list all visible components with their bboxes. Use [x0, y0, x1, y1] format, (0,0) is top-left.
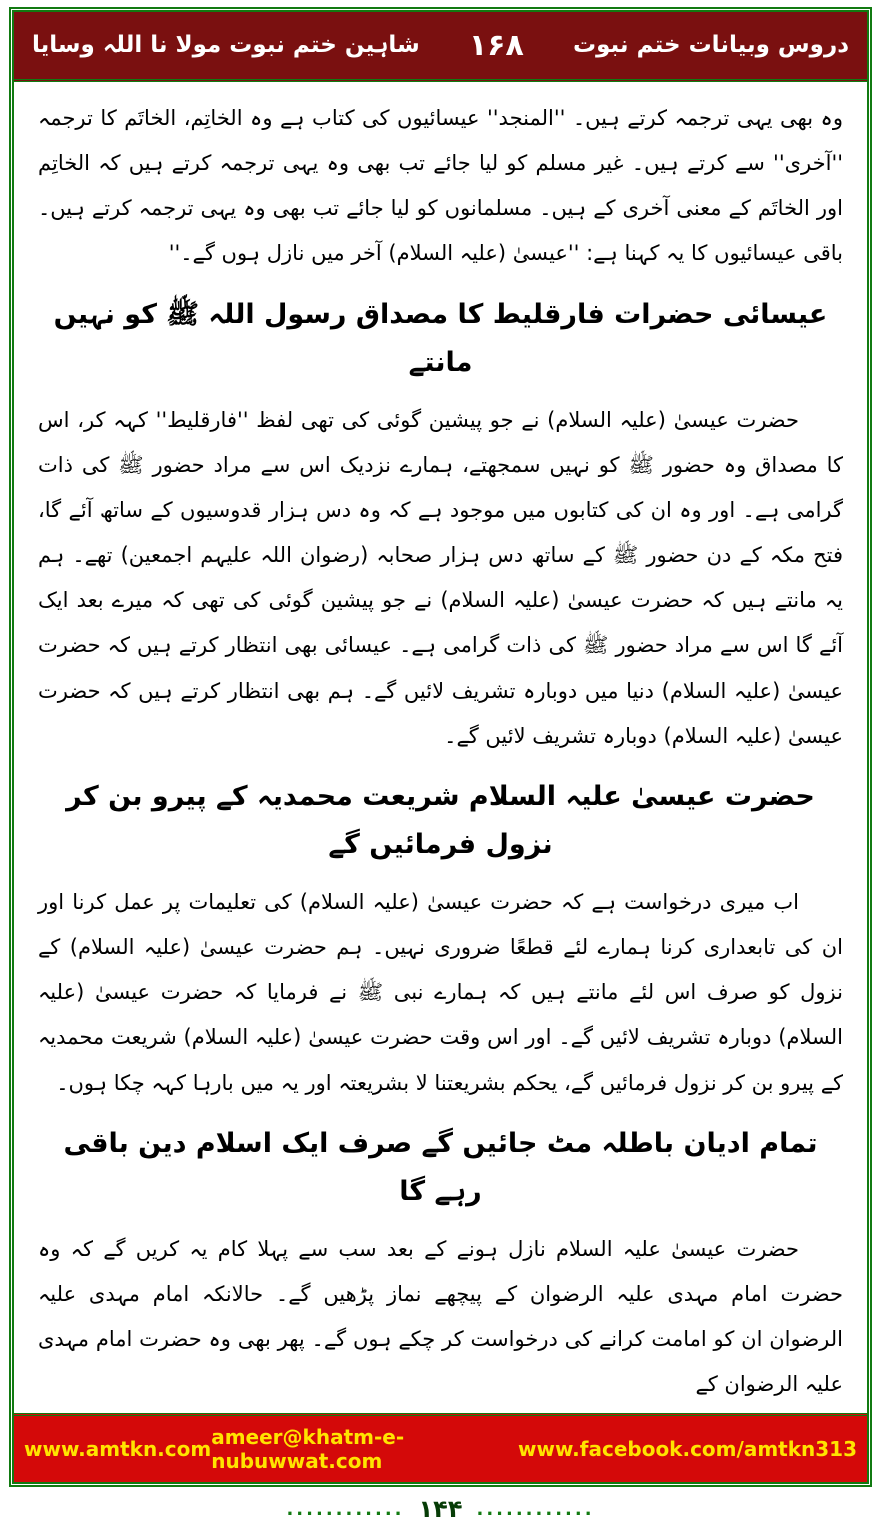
contact-footer: [14, 1413, 867, 1482]
email-link[interactable]: ameer@khatm-e-nubuwwat.com: [211, 1425, 405, 1473]
bottom-page-number: [9, 1487, 872, 1531]
header-page-number: ۱۶۸: [468, 28, 524, 63]
green-border-frame: [9, 7, 872, 1487]
page-header: [14, 12, 867, 82]
paragraph: حضرت عیسیٰ (علیہ السلام) نے جو پیشین گوئی کی تھی لفظ ''فارقلیط'' کہہ کر، اس کا مصداق وہ حضور ﷺ کو نہیں سمجھتے، ہمارے نزدیک اس سے مراد حضور ﷺ کی ذات گرامی ہے۔ اور وہ ان کی کتابوں میں موجود ہے کہ وہ دس ہزار قدوسیوں کے ساتھ آئے گا، فتح مکہ کے دن حضور ﷺ کے ساتھ دس ہزار صحابہ (رضوان اللہ علیہم اجمعین) تھے۔ ہم یہ مانتے ہیں کہ حضرت عیسیٰ (علیہ السلام) نے جو پیشین گوئی کی تھی کہ میرے بعد ایک آئے گا اس سے مراد حضور ﷺ کی ذات گرامی ہے۔ عیسائی بھی انتظار کرتے ہیں کہ حضرت عیسیٰ (علیہ السلام) دنیا میں دوبارہ تشریف لائیں گے۔ ہم بھی انتظار کرتے ہیں کہ حضرت عیسیٰ (علیہ السلام) دوبارہ تشریف لائیں گے۔: [38, 407, 843, 748]
page-number: ۱۴۴: [418, 1495, 463, 1523]
paragraph: حضرت عیسیٰ علیہ السلام نازل ہونے کے بعد سب سے پہلا کام یہ کریں گے کہ وہ حضرت امام مہدی علیہ الرضوان کے پیچھے نماز پڑھیں گے۔ حالانکہ امام مہدی علیہ الرضوان ان کو امامت کرانے کی درخواست کر چکے ہوں گے۔ پھر بھی وہ حضرت امام مہدی علیہ الرضوان کے: [38, 1236, 843, 1397]
page-body: [14, 82, 867, 1413]
paragraph: وہ بھی یہی ترجمہ کرتے ہیں۔ ''المنجد'' عیسائیوں کی کتاب ہے وہ الخاتِم، الخاتَم کا ترجمہ ''آخری'' سے کرتے ہیں۔ غیر مسلم کو لیا جائے تب بھی وہ یہی ترجمہ کرتے ہیں کہ الخاتِم اور الخاتَم کے معنی آخری کے ہیں۔ مسلمانوں کو لیا جائے تب بھی وہ یہی ترجمہ کرتے ہیں۔ باقی عیسائیوں کا یہ کہنا ہے: ''عیسیٰ (علیہ السلام) آخر میں نازل ہوں گے۔'': [38, 106, 843, 266]
header-title-left: شاہین ختم نبوت مولا نا اللہ وسایا: [32, 31, 420, 58]
website-link[interactable]: www.amtkn.com: [24, 1437, 212, 1461]
section-heading: حضرت عیسیٰ علیہ السلام شریعت محمدیہ کے پیرو بن کر نزول فرمائیں گے: [66, 780, 815, 861]
paragraph: اب میری درخواست ہے کہ حضرت عیسیٰ (علیہ السلام) کی تعلیمات پر عمل کرنا اور ان کی تابعداری کرنا ہمارے لئے قطعًا ضروری نہیں۔ ہم حضرت عیسیٰ (علیہ السلام) کے نزول کو صرف اس لئے مانتے ہیں کہ ہمارے نبی ﷺ نے فرمایا کہ حضرت عیسیٰ (علیہ السلام) دوبارہ تشریف لائیں گے۔ اور اس وقت حضرت عیسیٰ (علیہ السلام) شریعت محمدیہ کے پیرو بن کر نزول فرمائیں گے، یحکم بشریعتنا لا بشریعتہ اور یہ میں بارہا کہہ چکا ہوں۔: [38, 890, 843, 1095]
dotted-rule: ............: [476, 1498, 595, 1520]
facebook-link[interactable]: www.facebook.com/amtkn313: [518, 1437, 857, 1461]
section-heading: تمام ادیان باطلہ مٹ جائیں گے صرف ایک اسلام دین باقی رہے گا: [63, 1127, 818, 1208]
header-title-right: دروس وبیانات ختم نبوت: [573, 31, 849, 58]
dotted-rule: ............: [286, 1498, 405, 1520]
section-heading: عیسائی حضرات فارقلیط کا مصداق رسول اللہ ﷺ کو نہیں مانتے: [53, 298, 828, 379]
